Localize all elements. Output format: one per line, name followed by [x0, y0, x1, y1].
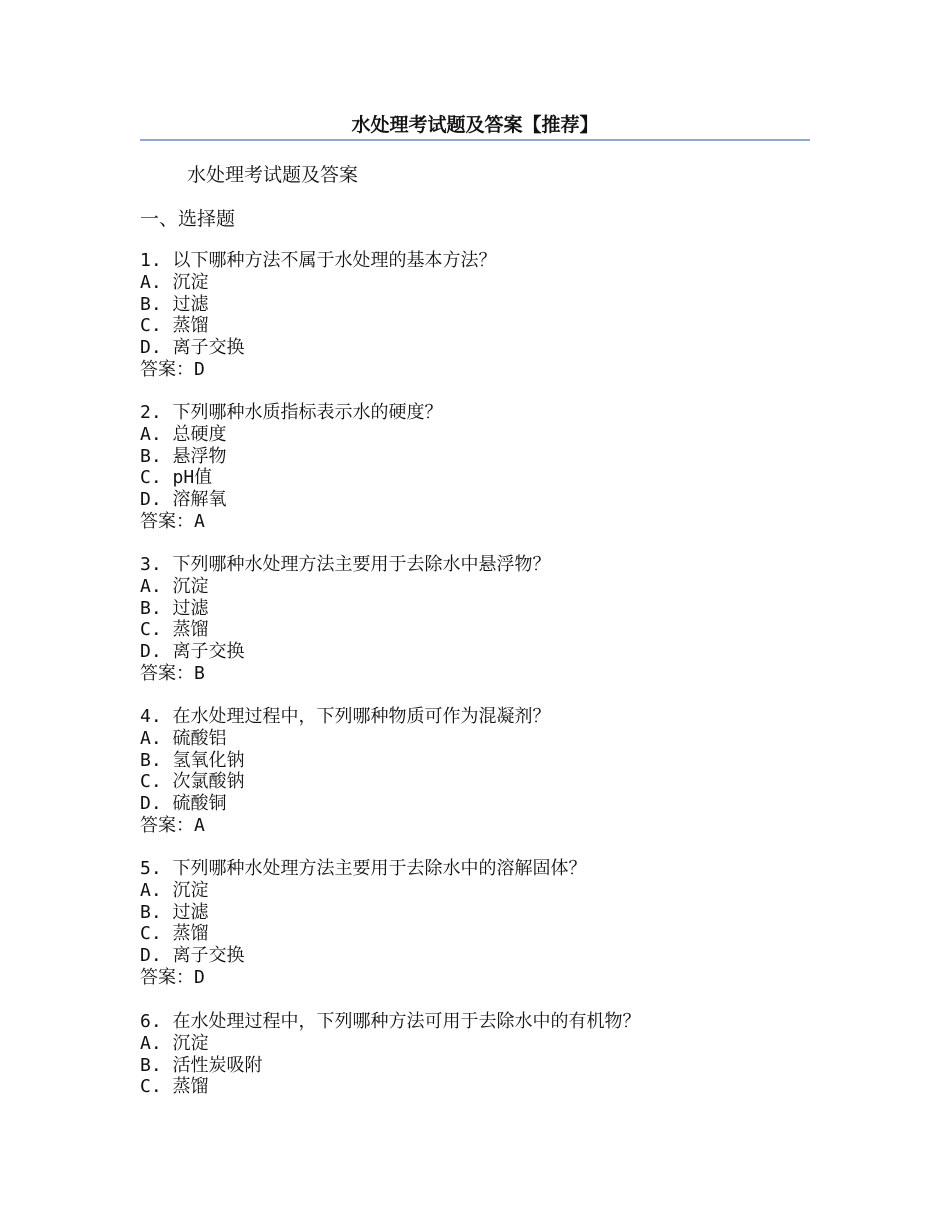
answer-text: 答案：A [140, 814, 205, 836]
answer-text: 答案：D [140, 966, 205, 988]
option-b: B. 过滤 [140, 293, 209, 315]
question-block [140, 402, 443, 533]
page-title: 水处理考试题及答案【推荐】 [351, 114, 599, 136]
question-block [140, 706, 551, 837]
option-c: C. 蒸馏 [140, 1076, 209, 1098]
option-a: A. 沉淀 [140, 879, 209, 901]
option-b: B. 悬浮物 [140, 445, 227, 467]
option-c: C. 蒸馏 [140, 923, 209, 945]
option-b: B. 氢氧化钠 [140, 749, 245, 771]
option-a: A. 总硬度 [140, 423, 227, 445]
question-text: 2. 下列哪种水质指标表示水的硬度？ [140, 402, 443, 423]
question-text: 4. 在水处理过程中，下列哪种物质可作为混凝剂？ [140, 706, 551, 727]
option-c: C. 蒸馏 [140, 315, 209, 337]
section-heading: 一、选择题 [140, 208, 236, 230]
answer-text: 答案：A [140, 510, 205, 532]
option-b: B. 过滤 [140, 597, 209, 619]
question-text: 3. 下列哪种水处理方法主要用于去除水中悬浮物？ [140, 554, 551, 575]
question-block [140, 1011, 641, 1098]
question-block [140, 250, 497, 381]
option-d: D. 硫酸铜 [140, 793, 227, 815]
option-d: D. 离子交换 [140, 641, 245, 663]
option-a: A. 沉淀 [140, 1032, 209, 1054]
answer-text: 答案：D [140, 358, 205, 380]
option-c: C. 蒸馏 [140, 619, 209, 641]
question-text: 1. 以下哪种方法不属于水处理的基本方法？ [140, 250, 497, 271]
option-a: A. 沉淀 [140, 271, 209, 293]
question-block [140, 858, 587, 989]
option-a: A. 沉淀 [140, 575, 209, 597]
option-d: D. 溶解氧 [140, 489, 227, 511]
document-subtitle: 水处理考试题及答案 [187, 164, 359, 186]
option-d: D. 离子交换 [140, 337, 245, 359]
option-a: A. 硫酸铝 [140, 727, 227, 749]
option-b: B. 活性炭吸附 [140, 1054, 263, 1076]
question-text: 6. 在水处理过程中，下列哪种方法可用于去除水中的有机物？ [140, 1011, 641, 1032]
answer-text: 答案：B [140, 662, 205, 684]
option-b: B. 过滤 [140, 901, 209, 923]
option-d: D. 离子交换 [140, 945, 245, 967]
question-text: 5. 下列哪种水处理方法主要用于去除水中的溶解固体？ [140, 858, 587, 879]
option-c: C. 次氯酸钠 [140, 771, 245, 793]
question-block [140, 554, 551, 685]
option-c: C. pH值 [140, 467, 213, 489]
title-underline [140, 139, 810, 141]
